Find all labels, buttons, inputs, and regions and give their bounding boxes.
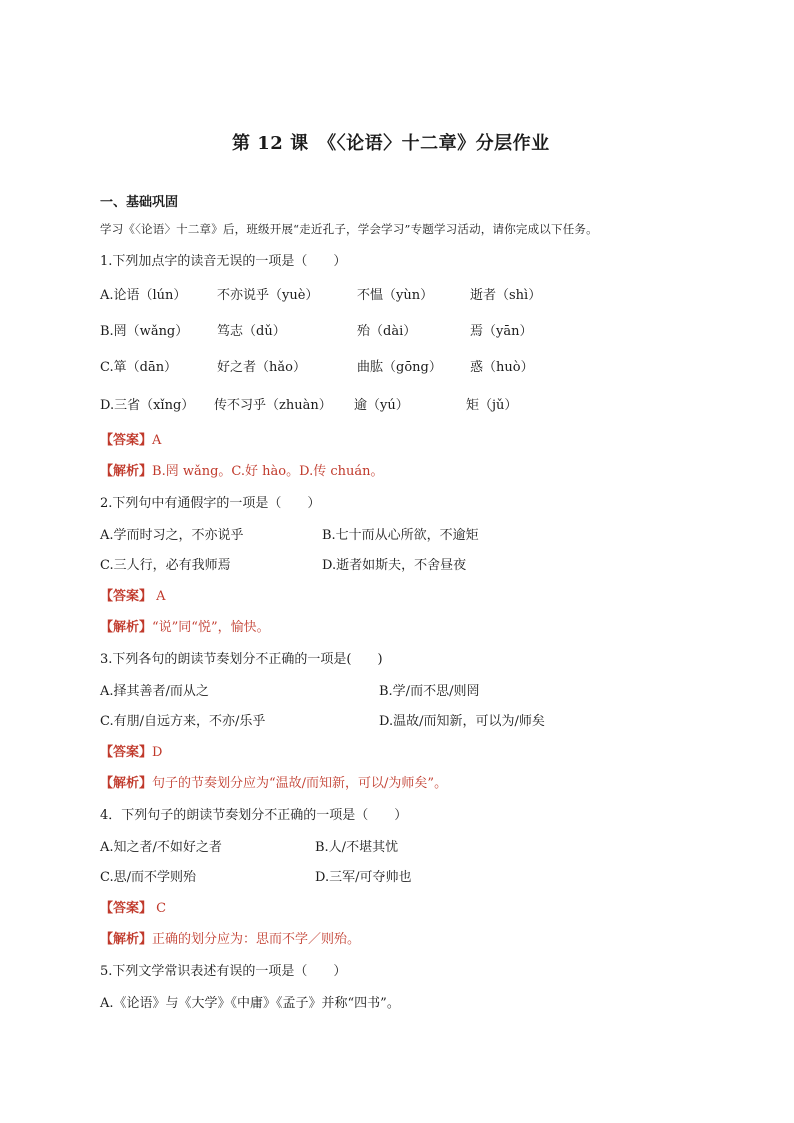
question-5-stem: 5.下列文学常识表述有误的一项是（ ）: [100, 964, 347, 979]
intro-text: 学习《〈论语〉十二章》后，班级开展“走近孔子，学会学习”专题学习活动，请你完成以下任务。: [100, 222, 598, 236]
analysis-text: 正确的划分应为：思而不学／则殆。: [152, 932, 361, 947]
q1-option-a-2: 不亦说乎（yuè）: [217, 288, 319, 303]
analysis-text: B.罔 wǎng。C.好 hào。D.传 chuán。: [152, 464, 384, 479]
q4-analysis: [100, 928, 360, 947]
question-1-stem: 1.下列加点字的读音无误的一项是（ ）: [100, 254, 347, 269]
q3-answer: [100, 741, 162, 760]
q1-option-d-1: D.三省（xǐng）: [100, 398, 195, 413]
answer-value: A: [152, 589, 166, 604]
q3-option-a: A.择其善者/而从之: [100, 684, 209, 699]
page-title: 第 12 课 《〈论语〉十二章》分层作业: [232, 133, 550, 154]
analysis-text: 句子的节奏划分应为“温故/而知新，可以/为师矣”。: [152, 776, 448, 791]
q4-option-c: C.思/而不学则殆: [100, 870, 196, 885]
q1-option-c-1: C.箪（dān）: [100, 360, 178, 375]
q1-option-b-4: 焉（yān）: [470, 324, 533, 339]
answer-value: C: [152, 901, 167, 916]
q3-analysis: [100, 772, 447, 791]
answer-label: 【答案】: [100, 745, 153, 760]
q3-option-b: B.学/而不思/则罔: [379, 684, 480, 699]
q5-option-a: A.《论语》与《大学》《中庸》《孟子》并称“四书”。: [100, 996, 400, 1011]
analysis-label: 【解析】: [100, 776, 153, 791]
q2-option-c: C.三人行，必有我师焉: [100, 558, 231, 573]
answer-value: A: [152, 433, 162, 448]
question-3-stem: 3.下列各句的朗读节奏划分不正确的一项是( ): [100, 652, 383, 667]
q1-analysis: [100, 460, 383, 479]
q1-option-a-4: 逝者（shì）: [470, 288, 542, 303]
q1-option-c-4: 惑（huò）: [470, 360, 534, 375]
q4-option-a: A.知之者/不如好之者: [100, 840, 222, 855]
q1-option-b-1: B.罔（wǎng）: [100, 324, 189, 339]
answer-label: 【答案】: [100, 433, 153, 448]
q4-option-d: D.三军/可夺帅也: [315, 870, 412, 885]
question-4-stem: 4．下列句子的朗读节奏划分不正确的一项是（ ）: [100, 808, 408, 823]
q4-option-b: B.人/不堪其忧: [315, 840, 399, 855]
analysis-text: “说”同“悦”，愉快。: [152, 620, 270, 635]
answer-label: 【答案】: [100, 901, 153, 916]
section-heading: 一、基础巩固: [100, 195, 179, 210]
q1-option-b-3: 殆（dài）: [357, 324, 417, 339]
q2-option-b: B.七十而从心所欲，不逾矩: [322, 528, 479, 543]
q1-option-d-4: 矩（jǔ）: [466, 398, 518, 413]
q1-option-a-3: 不愠（yùn）: [357, 288, 434, 303]
analysis-label: 【解析】: [100, 620, 153, 635]
q1-option-a-1: A.论语（lún）: [100, 288, 187, 303]
q1-option-c-2: 好之者（hǎo）: [217, 360, 306, 375]
analysis-label: 【解析】: [100, 932, 153, 947]
q1-answer: [100, 429, 161, 448]
q3-option-c: C.有朋/自远方来，不亦/乐乎: [100, 714, 266, 729]
q2-answer: [100, 585, 166, 604]
q2-option-a: A.学而时习之，不亦说乎: [100, 528, 244, 543]
q4-answer: [100, 897, 166, 916]
question-2-stem: 2.下列句中有通假字的一项是（ ）: [100, 496, 321, 511]
q1-option-d-3: 逾（yú）: [354, 398, 409, 413]
analysis-label: 【解析】: [100, 464, 153, 479]
q3-option-d: D.温故/而知新，可以为/师矣: [379, 714, 545, 729]
q1-option-b-2: 笃志（dǔ）: [217, 324, 286, 339]
q2-analysis: [100, 616, 270, 635]
answer-label: 【答案】: [100, 589, 153, 604]
answer-value: D: [152, 745, 163, 760]
q1-option-d-2: 传不习乎（zhuàn）: [214, 398, 332, 413]
q1-option-c-3: 曲肱（gōng）: [357, 360, 442, 375]
q2-option-d: D.逝者如斯夫，不舍昼夜: [322, 558, 467, 573]
